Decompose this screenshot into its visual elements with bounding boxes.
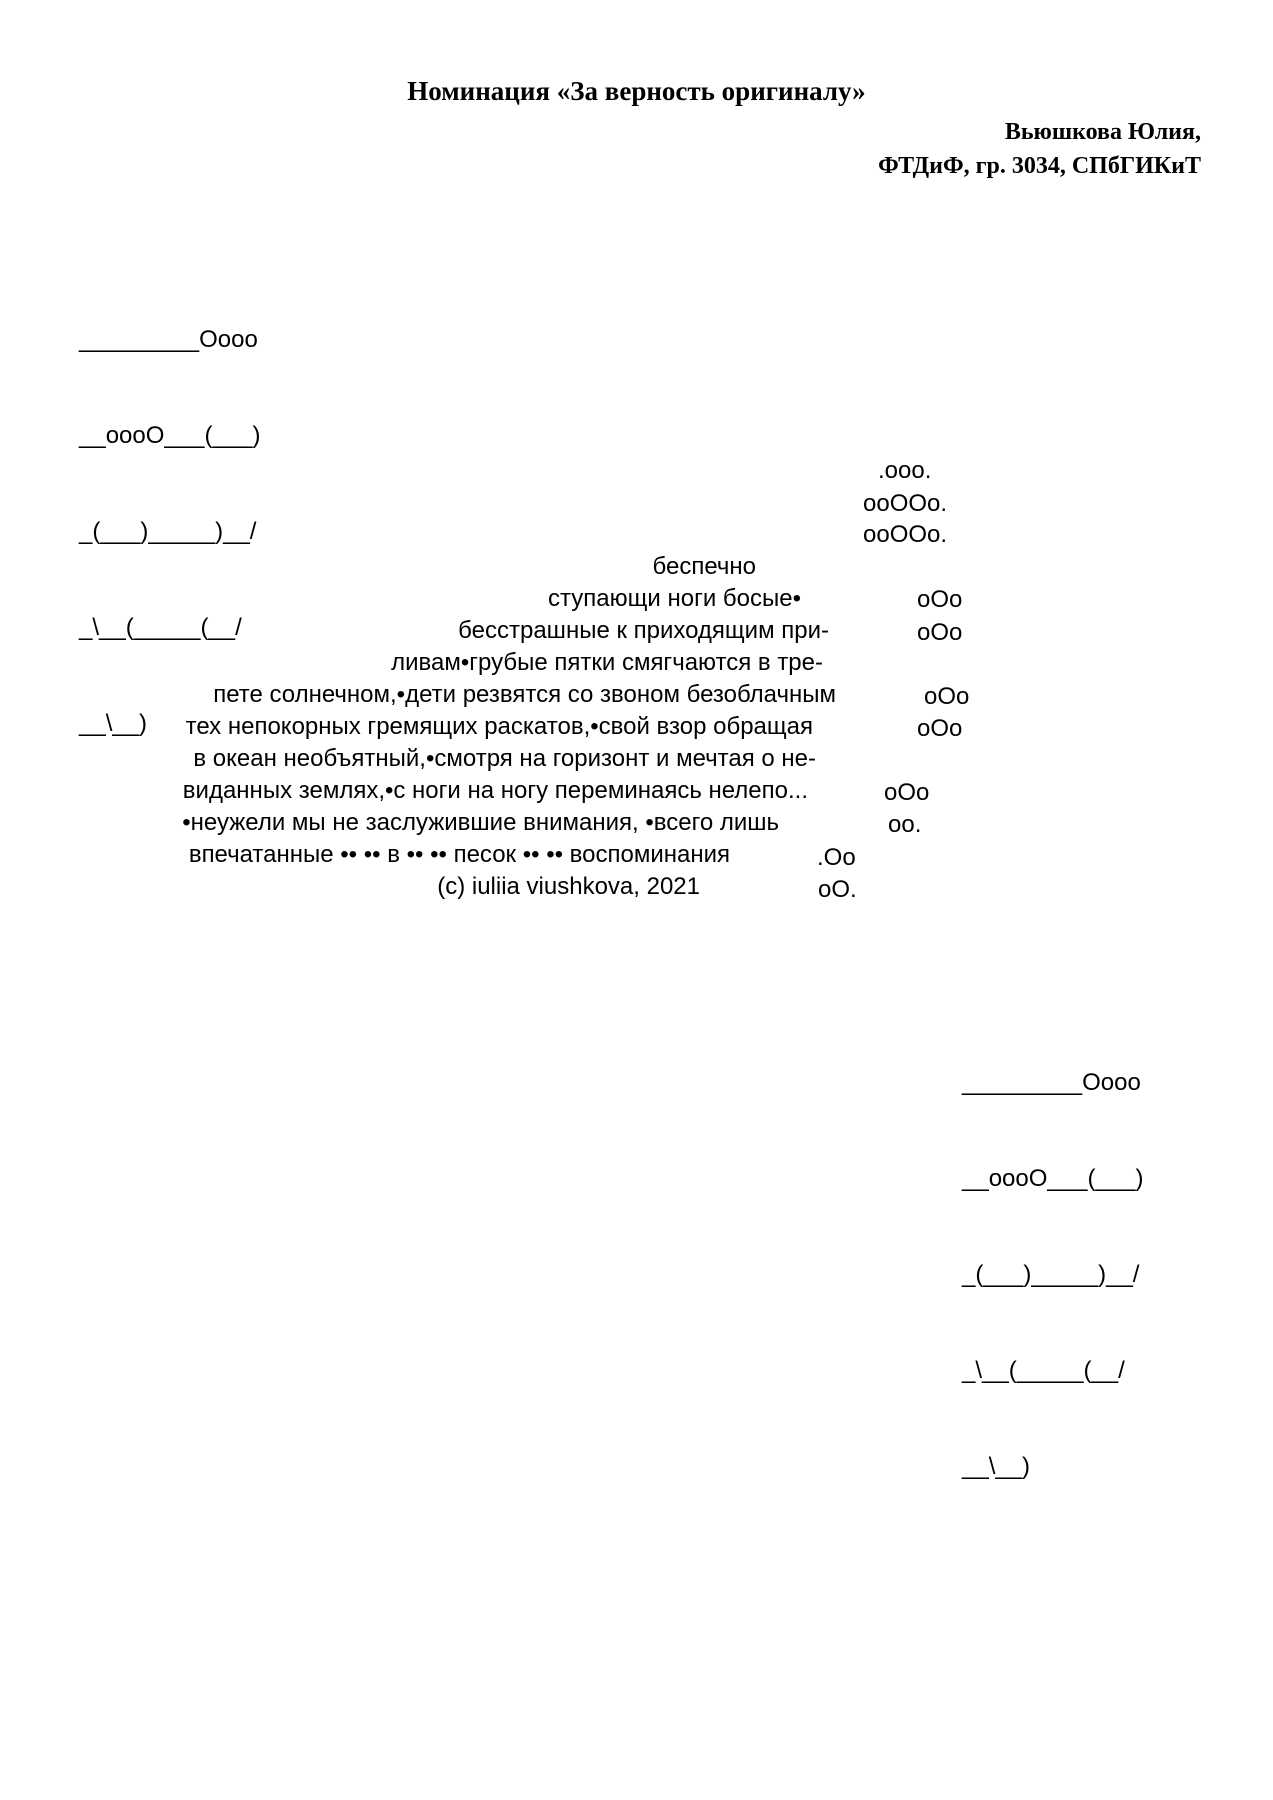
- poem-line: ступающи ноги босые•: [548, 585, 801, 612]
- author-name: Вьюшкова Юлия,: [1004, 119, 1201, 145]
- poem-line: виданных землях,•с ноги на ногу переминаясь нелепо...: [182, 777, 808, 804]
- ascii-line: __oooO___(___): [962, 1165, 1144, 1192]
- ascii-line: __oooO___(___): [79, 422, 261, 449]
- bubble-text: .ooo.: [878, 457, 932, 484]
- poem-line: ливам•грубые пятки смягчаются в тре-: [391, 649, 823, 676]
- ascii-line: _(___)_____)__/: [79, 518, 257, 545]
- bubble-text: oOo: [917, 586, 963, 613]
- ascii-line: _\__(_____(__/: [79, 614, 242, 641]
- ascii-line: _________Oooo: [79, 326, 258, 353]
- document-title: Номинация «За верность оригиналу»: [407, 76, 866, 106]
- poem-line: пете солнечном,•дети резвятся со звоном безоблачным: [213, 681, 836, 708]
- ascii-footprint-bottom: [962, 1003, 1143, 1547]
- bubble-text: oO.: [818, 876, 857, 903]
- bubble-text: oOo: [917, 619, 963, 646]
- poem-line: бесстрашные к приходящим при-: [458, 617, 829, 644]
- author-affiliation: ФТДиФ, гр. 3034, СПбГИКиТ: [878, 153, 1201, 179]
- ascii-line: __\__): [962, 1453, 1031, 1480]
- bubble-text: oOo: [924, 683, 970, 710]
- poem-copyright: (c) iuliia viushkova, 2021: [437, 873, 700, 900]
- bubble-text: oo.: [888, 811, 922, 838]
- ascii-line: _________Oooo: [962, 1069, 1141, 1096]
- bubble-text: ooOOo.: [863, 490, 948, 517]
- poem-line: беспечно: [652, 553, 756, 580]
- poem-line: •неужели мы не заслужившие внимания, •всего лишь: [182, 809, 779, 836]
- bubble-text: ooOOo.: [863, 521, 948, 548]
- poem-line: в океан необъятный,•смотря на горизонт и мечтая о не-: [193, 745, 816, 772]
- bubble-text: oOo: [884, 779, 930, 806]
- poem-line: тех непокорных гремящих раскатов,•свой взор обращая: [185, 713, 813, 740]
- ascii-line: _\__(_____(__/: [962, 1357, 1125, 1384]
- bubble-text: oOo: [917, 715, 963, 742]
- ascii-line: __\__): [79, 710, 148, 737]
- bubble-text: .Oo: [817, 844, 856, 871]
- poem-line: впечатанные •• •• в •• •• песок •• •• воспоминания: [188, 841, 730, 868]
- ascii-line: _(___)_____)__/: [962, 1261, 1140, 1288]
